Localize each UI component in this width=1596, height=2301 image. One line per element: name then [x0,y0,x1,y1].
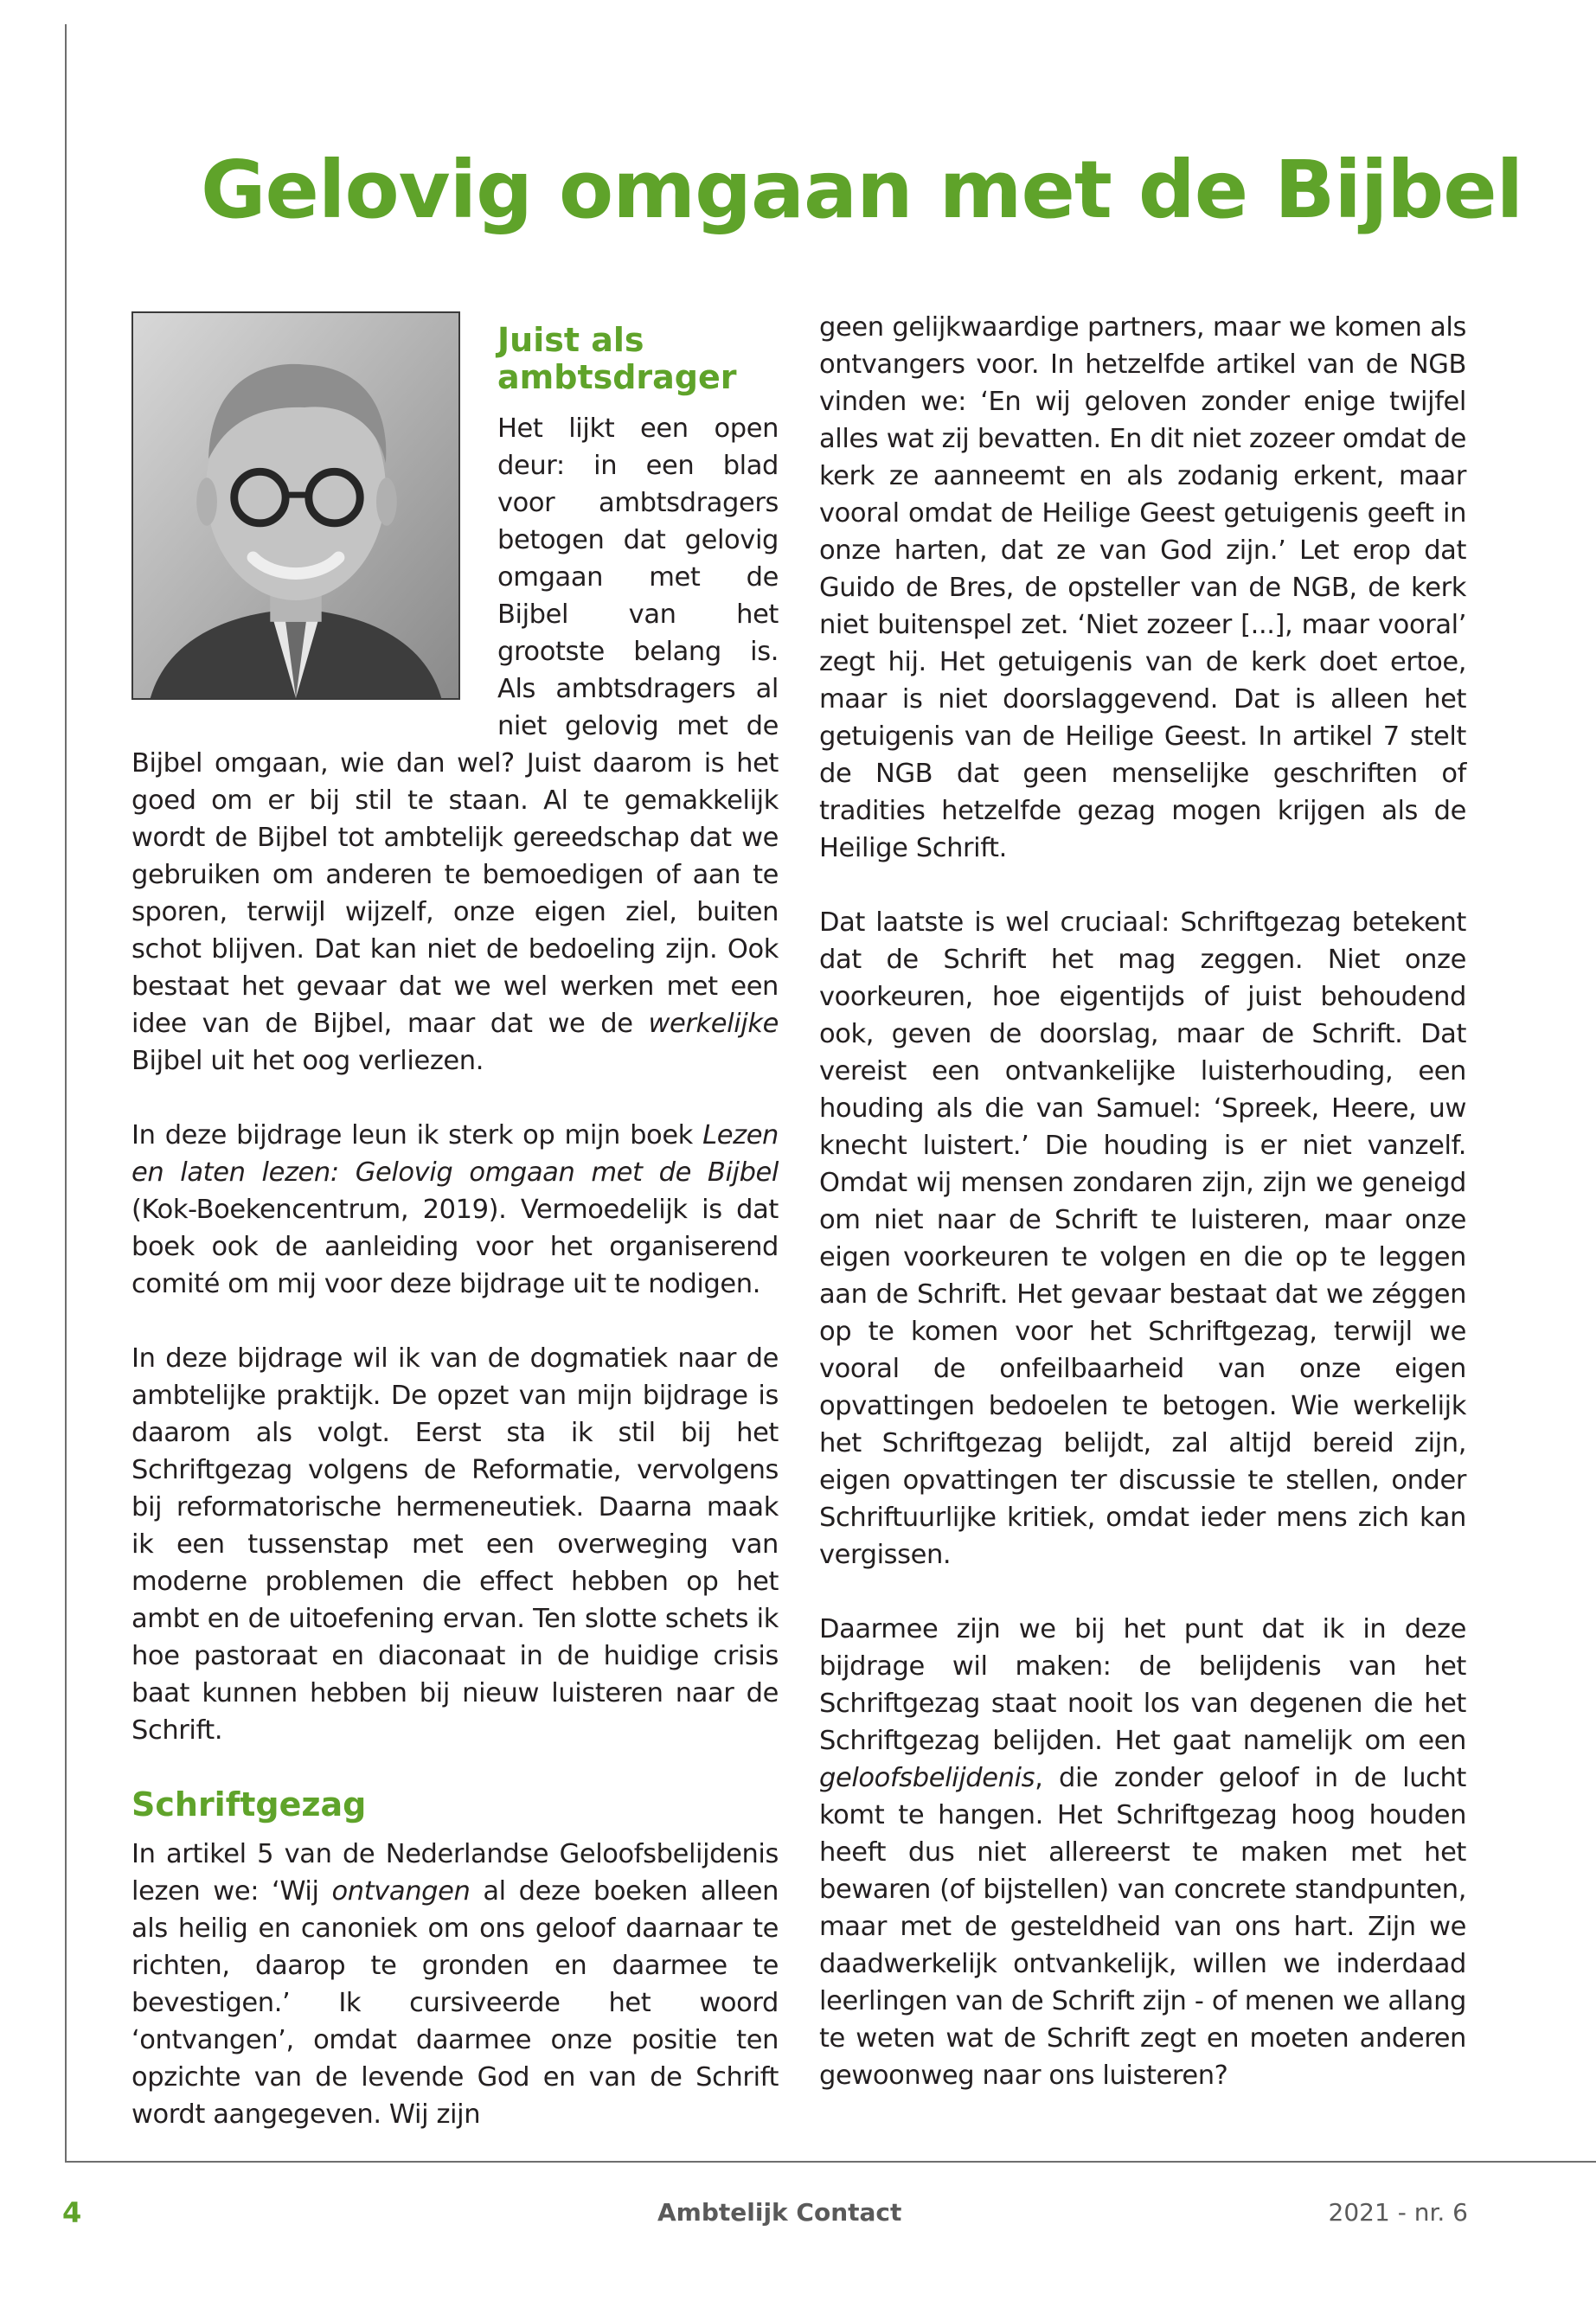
paragraph: In deze bijdrage wil ik van de dogmatiek naar de ambtelijke praktijk. De opzet van mijn bijdrage is daarom als volgt. Eerst sta ik stil bij het Schriftgezag volgens de Reformatie, vervolgens bij reformatorische hermeneutiek. Daarna maak ik een tussenstap met een overweging van moderne problemen die effect hebben op het ambt en de uitoefening ervan. Ten slotte schets ik hoe pastoraat en diaconaat in de huidige crisis baat kunnen hebben bij nieuw luisteren naar de Schrift. [131,1343,779,1746]
paragraph: Dat laatste is wel cruciaal: Schriftgezag betekent dat de Schrift het mag zeggen. Niet onze voorkeuren, hoe eigentijds of juist behoudend ook, geven de doorslag, maar de Schrift. Dat vereist een ontvankelijke luisterhouding, een houding als die van Samuel: ‘Spreek, Heere, uw knecht luistert.’ Die houding is er niet vanzelf. Omdat wij mensen zondaren zijn, zijn we geneigd om niet naar de Schrift te luisteren, maar onze eigen voorkeuren te volgen en die op te leggen aan de Schrift. Het gevaar bestaat dat we zéggen op te komen voor het Schriftgezag, terwijl we vooral de onfeilbaarheid van onze eigen opvattingen bedoelen te betogen. Wie werkelijk het Schriftgezag belijdt, zal altijd bereid zijn, eigen opvattingen ter discussie te stellen, onder Schriftuurlijke kritiek, omdat ieder mens zich kan vergissen. [819,907,1466,1570]
paragraph: Daarmee zijn we bij het punt dat ik in deze bijdrage wil maken: de belijdenis van het Schriftgezag staat nooit los van degenen die het Schriftgezag belijden. Het gaat namelijk om een geloofsbelijdenis, die zonder geloof in de lucht komt te hangen. Het Schriftgezag hoog houden heeft dus niet allereerst te maken met het bewaren (of bijstellen) van concrete standpunten, maar met de gesteldheid van ons hart. Zijn we daadwerkelijk ontvankelijk, willen we inderdaad leerlingen van de Schrift zijn - of menen we allang te weten wat de Schrift zegt en moeten anderen gewoonweg naar ons luisteren? [819,1614,1466,2091]
column-right [819,309,1466,2094]
author-photo [131,311,460,700]
paragraph: geen gelijkwaardige partners, maar we komen als ontvangers voor. In hetzelfde artikel van de NGB vinden we: ‘En wij geloven zonder enige twijfel alles wat zij bevatten. En dit niet zozeer omdat de kerk ze aanneemt en als zodanig erkent, maar vooral omdat de Heilige Geest getuigenis geeft in onze harten, dat ze van God zijn.’ Let erop dat Guido de Bres, de opsteller van de NGB, de kerk niet buitenspel zet. ‘Niet zozeer [...], maar vooral’ zegt hij. Het getuigenis van de kerk doet ertoe, maar is niet doorslaggevend. Dat is alleen het getuigenis van de Heilige Geest. In artikel 7 stelt de NGB dat geen menselijke geschriften of tradities hetzelfde gezag mogen krijgen als de Heilige Schrift. [819,312,1466,863]
subheading-schriftgezag: Schriftgezag [131,1785,367,1823]
page-border-bottom [65,2161,1596,2163]
article-title: Gelovig omgaan met de Bijbel [201,144,1523,236]
page-number: 4 [62,2196,82,2229]
paragraph: In artikel 5 van de Nederlandse Geloofsbelijdenis lezen we: ‘Wij ontvangen al deze boeken alleen als heilig en canoniek om ons geloof daarnaar te richten, daarop te gronden en daarmee te bevestigen.’ Ik cursiveerde het woord ‘ontvangen’, omdat daarmee onze positie ten opzichte van de levende God en van de Schrift wordt aangegeven. Wij zijn [131,1839,779,2130]
page-border-left [65,24,67,2163]
issue-label: 2021 - nr. 6 [1328,2198,1468,2227]
subheading-juist-als-ambtsdrager: Juist als ambtsdrager [497,321,737,396]
paragraph: In deze bijdrage leun ik sterk op mijn boek Lezen en laten lezen: Gelovig omgaan met de Bijbel (Kok-Boekencentrum, 2019). Vermoedelijk is dat boek ook de aanleiding voor het organiserend comité om mij voor deze bijdrage uit te nodigen. [131,1120,779,1299]
publication-name: Ambtelijk Contact [657,2198,902,2227]
paragraph: Het lijkt een open deur: in een blad voor ambtsdragers betogen dat gelovig omgaan met de Bijbel van het grootste belang is. Als ambtsdragers al niet gelovig met de Bijbel omgaan, wie dan wel? Juist daarom is het goed om er bij stil te staan. Al te gemakkelijk wordt de Bijbel tot ambtelijk gereedschap dat we gebruiken om anderen te bemoedigen of aan te sporen, terwijl wijzelf, onze eigen ziel, buiten schot blijven. Dat kan niet de bedoeling zijn. Ook bestaat het gevaar dat we wel werken met een idee van de Bijbel, maar dat we de werkelijke Bijbel uit het oog verliezen. [131,413,779,1076]
column-left [131,311,779,2133]
